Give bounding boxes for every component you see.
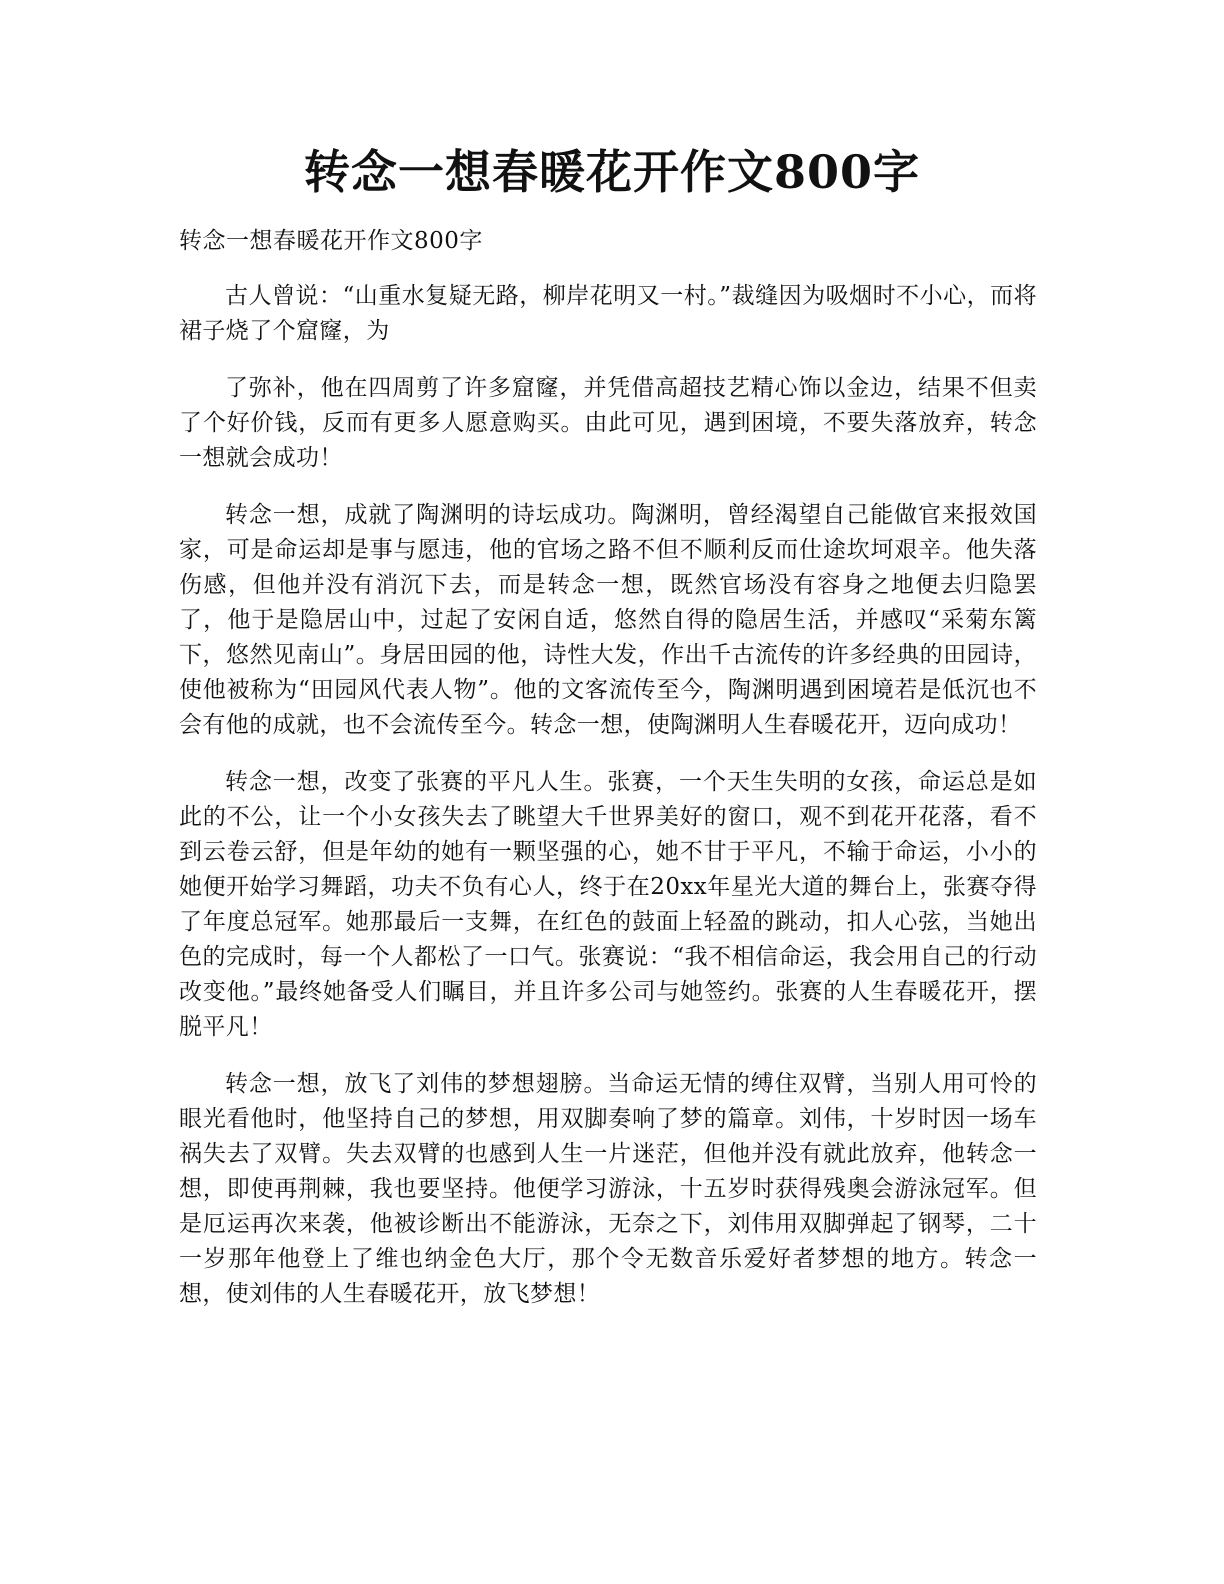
paragraph: 古人曾说：“山重水复疑无路，柳岸花明又一村。”裁缝因为吸烟时不小心，而将裙子烧了个窟窿，为 [179, 283, 1037, 344]
paragraph: 转念一想，改变了张赛的平凡人生。张赛，一个天生失明的女孩，命运总是如此的不公，让一个小女孩失去了眺望大千世界美好的窗口，观不到花开花落，看不到云卷云舒，但是年幼的她有一颗坚强的心，她不甘于平凡，不输于命运，小小的她便开始学习舞蹈，功夫不负有心人，终于在20xx年星光大道的舞台上，张赛夺得了年度总冠军。她那最后一支舞，在红色的鼓面上轻盈的跳动，扣人心弦，当她出色的完成时，每一个人都松了一口气。张赛说：“我不相信命运，我会用自己的行动改变他。”最终她备受人们瞩目，并且许多公司与她签约。张赛的人生春暖花开，摆脱平凡！ [179, 769, 1037, 1040]
document-body [179, 224, 1037, 1334]
document-title: 转念一想春暖花开作文800字 [303, 145, 921, 199]
paragraph: 转念一想，放飞了刘伟的梦想翅膀。当命运无情的缚住双臂，当别人用可怜的眼光看他时，他坚持自己的梦想，用双脚奏响了梦的篇章。刘伟，十岁时因一场车祸失去了双臂。失去双臂的也感到人生一片迷茫，但他并没有就此放弃，他转念一想，即使再荆棘，我也要坚持。他便学习游泳，十五岁时获得残奥会游泳冠军。但是厄运再次来袭，他被诊断出不能游泳，无奈之下，刘伟用双脚弹起了钢琴，二十一岁那年他登上了维也纳金色大厅，那个令无数音乐爱好者梦想的地方。转念一想，使刘伟的人生春暖花开，放飞梦想！ [179, 1071, 1037, 1307]
paragraph: 转念一想，成就了陶渊明的诗坛成功。陶渊明，曾经渴望自己能做官来报效国家，可是命运却是事与愿违，他的官场之路不但不顺利反而仕途坎坷艰辛。他失落伤感，但他并没有消沉下去，而是转念一想，既然官场没有容身之地便去归隐罢了，他于是隐居山中，过起了安闲自适，悠然自得的隐居生活，并感叹“采菊东篱下，悠然见南山”。身居田园的他，诗性大发，作出千古流传的许多经典的田园诗，使他被称为“田园风代表人物”。他的文客流传至今，陶渊明遇到困境若是低沉也不会有他的成就，也不会流传至今。转念一想，使陶渊明人生春暖花开，迈向成功！ [179, 502, 1037, 738]
paragraph: 了弥补，他在四周剪了许多窟窿，并凭借高超技艺精心饰以金边，结果不但卖了个好价钱，反而有更多人愿意购买。由此可见，遇到困境，不要失落放弃，转念一想就会成功！ [179, 375, 1037, 471]
document-subtitle: 转念一想春暖花开作文800字 [179, 228, 483, 254]
